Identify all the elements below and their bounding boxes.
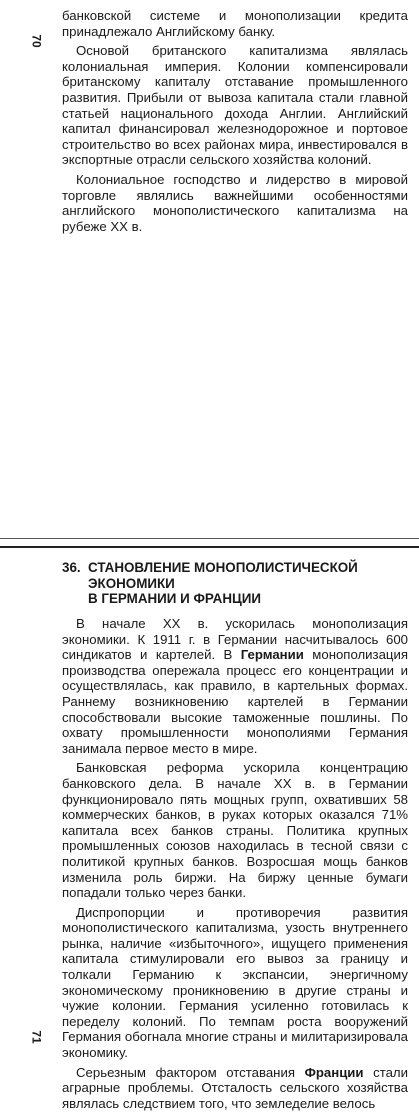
paragraph-text: В начале XX в. ускорилась монополизация экономики. К 1911 г. в Германии насчитывалось 600 синдикатов и картелей. В [62, 616, 408, 663]
page-number: 71 [29, 1030, 44, 1044]
paragraph: Диспропорции и противоречия развития монополистического капитализма, узость внутреннего рынка, наличие «избыточного», ищущего применения капитала стимулировали его вывоз за границу и толкали Германию к экспансии, энергичному экономическому проникновению в другие страны и чужие колонии. Германия усиленно готовилась к переделу колоний. По темпам роста вооружений Германия обогнала многие страны и милитаризировала экономику. [62, 904, 408, 1061]
paragraph: Колониальное господство и лидерство в мировой торговле являлись важнейшими особенностями английского монополистического капитализма на рубеже XX в. [62, 171, 408, 234]
paragraph-text: стали аграрные проблемы. Отсталость сельского хозяйства являлась следствием того, что земледелие велось [62, 1064, 408, 1111]
bold-term: Франции [304, 1064, 364, 1080]
page-70-text [62, 8, 408, 238]
page-number: 70 [29, 34, 44, 48]
section-heading [62, 560, 408, 607]
paragraph [62, 1065, 408, 1112]
paragraph [62, 616, 408, 756]
book-page-71 [0, 546, 419, 1111]
heading-line: ЭКОНОМИКИ [88, 575, 175, 591]
paragraph-text: монополизация производства опережала процесс его концентрации и осуществлялась, как правило, в картельных формах. Раннему возникновению картелей в Германии способствовали высокие таможенные пошлины. По охвату промышленности монополиями Германия занимала первое место в мире. [62, 647, 408, 756]
heading-line: СТАНОВЛЕНИЕ МОНОПОЛИСТИЧЕСКОЙ [88, 560, 358, 575]
paragraph: Основой британского капитализма являлась колониальная империя. Колонии компенсировали британскому капиталу отставание промышленного развития. Прибыли от вывоза капитала стали главной статьей национального дохода Англии. Английский капитал финансировал железнодорожное и портовое строительство во всех районах мира, инвестировался в экспортные отрасли сельского хозяйства колоний. [62, 43, 408, 168]
section-number: 36. [62, 560, 81, 575]
paragraph-text: Серьезным фактором отставания [76, 1064, 305, 1080]
paragraph: Банковская реформа ускорила концентрацию банковского дела. В начале XX в. в Германии функционировало пять мощных групп, охвативших 58 коммерческих банков, в руках которых оказался 71% капитала всех банков страны. Политика крупных промышленных союзов находилась в тесной связи с политикой крупных банков. Возросшая мощь банков изменила роль биржи. На биржу ценные бумаги попадали только через банки. [62, 760, 408, 901]
book-page-70 [0, 0, 419, 540]
bold-term: Германии [240, 647, 304, 663]
heading-line: В ГЕРМАНИИ И ФРАНЦИИ [88, 591, 262, 606]
page-71-text [62, 616, 408, 1115]
scan-edge-line [0, 538, 419, 539]
paragraph: банковской системе и монополизации кредита принадлежало Английскому банку. [62, 8, 408, 39]
